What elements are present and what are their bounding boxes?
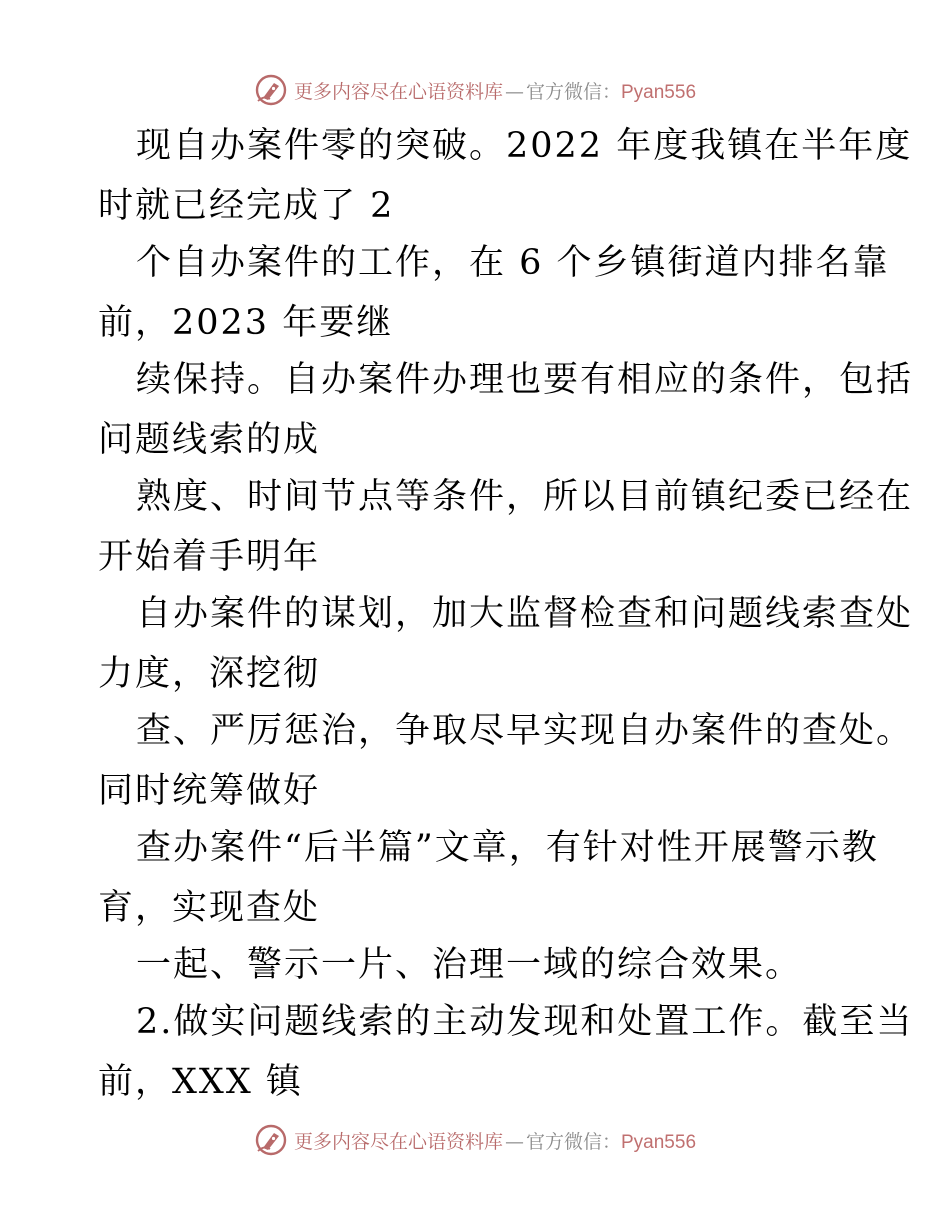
header-dash: — <box>504 80 524 103</box>
body-line: 熟度、时间节点等条件，所以目前镇纪委已经在 <box>136 477 914 517</box>
body-line: 查办案件“后半篇”文章，有针对性开展警示教 <box>136 828 879 868</box>
body-line: 自办案件的谋划，加大监督检查和问题线索查处 <box>136 594 914 634</box>
body-line: 续保持。自办案件办理也要有相应的条件，包括 <box>136 360 914 400</box>
footer-dash: — <box>504 1130 524 1153</box>
header-wechat-id: Pyan556 <box>621 81 697 103</box>
body-line: 问题线索的成 <box>98 420 321 460</box>
footer-banner <box>0 1120 950 1160</box>
body-line: 前，XXX 镇 <box>98 1062 303 1102</box>
body-line: 查、严厉惩治，争取尽早实现自办案件的查处。 <box>136 711 914 751</box>
body-line: 育，实现查处 <box>98 888 321 928</box>
body-line: 个自办案件的工作，在 6 个乡镇街道内排名靠 <box>136 243 890 283</box>
body-line: 力度，深挖彻 <box>98 654 321 694</box>
body-line: 一起、警示一片、治理一域的综合效果。 <box>136 945 803 985</box>
body-line: 2.做实问题线索的主动发现和处置工作。截至当 <box>136 1002 914 1042</box>
footer-sub-text: 官方微信： <box>525 1130 621 1153</box>
body-line: 同时统筹做好 <box>98 771 321 811</box>
body-line: 现自办案件零的突破。2022 年度我镇在半年度 <box>136 126 913 166</box>
header-main-text: 更多内容尽在心语资料库 <box>293 80 503 103</box>
footer-main-text: 更多内容尽在心语资料库 <box>293 1130 503 1153</box>
footer-wechat-id: Pyan556 <box>621 1131 697 1153</box>
header-sub-text: 官方微信： <box>525 80 621 103</box>
body-line: 开始着手明年 <box>98 537 321 577</box>
body-line: 时就已经完成了 2 <box>98 186 395 226</box>
pen-nib-circle-icon <box>254 1123 288 1157</box>
header-banner <box>0 70 950 110</box>
body-line: 前，2023 年要继 <box>98 303 394 343</box>
pen-nib-circle-icon <box>254 73 288 107</box>
